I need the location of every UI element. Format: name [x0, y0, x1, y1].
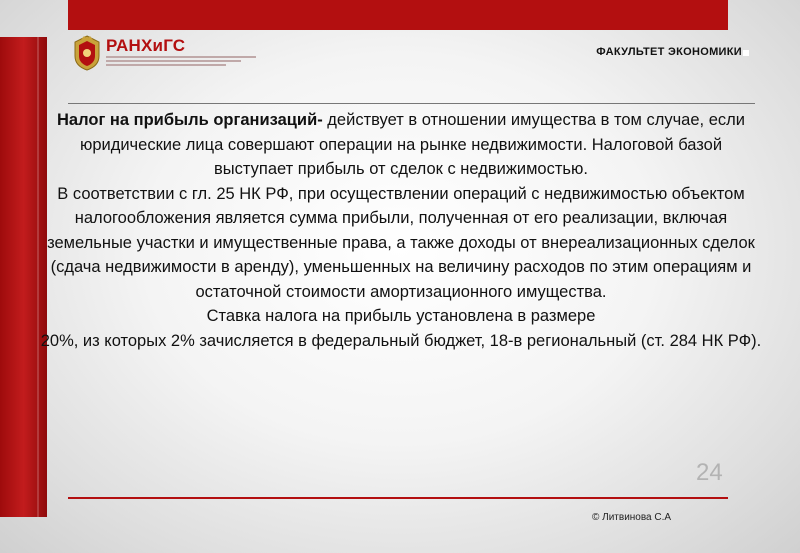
paragraph-3: Ставка налога на прибыль установлена в размере: [206, 307, 596, 325]
paragraph-1-text: действует в отношении имущества в том случае, если юридические лица совершают операции на рынке недвижимости. Налоговой базой выступает прибыль от сделок с недвижимостью.: [79, 111, 745, 178]
top-accent-bar: [68, 0, 728, 30]
footer-rule: [68, 497, 728, 499]
slide-body: [40, 108, 762, 353]
header-rule-right: [380, 103, 755, 104]
logo-subtitle-lines: [106, 56, 256, 72]
faculty-title: ФАКУЛЬТЕТ ЭКОНОМИКИ: [596, 46, 742, 58]
faculty-mark: [743, 50, 749, 56]
paragraph-4: 20%, из которых 2% зачисляется в федеральный бюджет, 18-в региональный (ст. 284 НК РФ).: [40, 331, 762, 350]
emblem-icon: [72, 34, 102, 72]
copyright: © Литвинова С.А: [592, 512, 672, 523]
logo-title: РАНХиГС: [106, 36, 186, 55]
page-number: 24: [696, 459, 723, 486]
header-rule-left: [68, 103, 410, 104]
paragraph-1: [40, 108, 762, 182]
logo: [72, 34, 282, 74]
paragraph-2: В соответствии с гл. 25 НК РФ, при осуществлении операций с недвижимостью объектом налогообложения является сумма прибыли, полученная от его реализации, включая земельные участки и имущественные права, а также доходы от внереализационных сделок (сдача недвижимости в аренду), уменьшенных на величину расходов по этим операциям и остаточной стоимости амортизационного имущества.: [47, 184, 755, 301]
lead-term: Налог на прибыль организаций-: [57, 111, 323, 129]
